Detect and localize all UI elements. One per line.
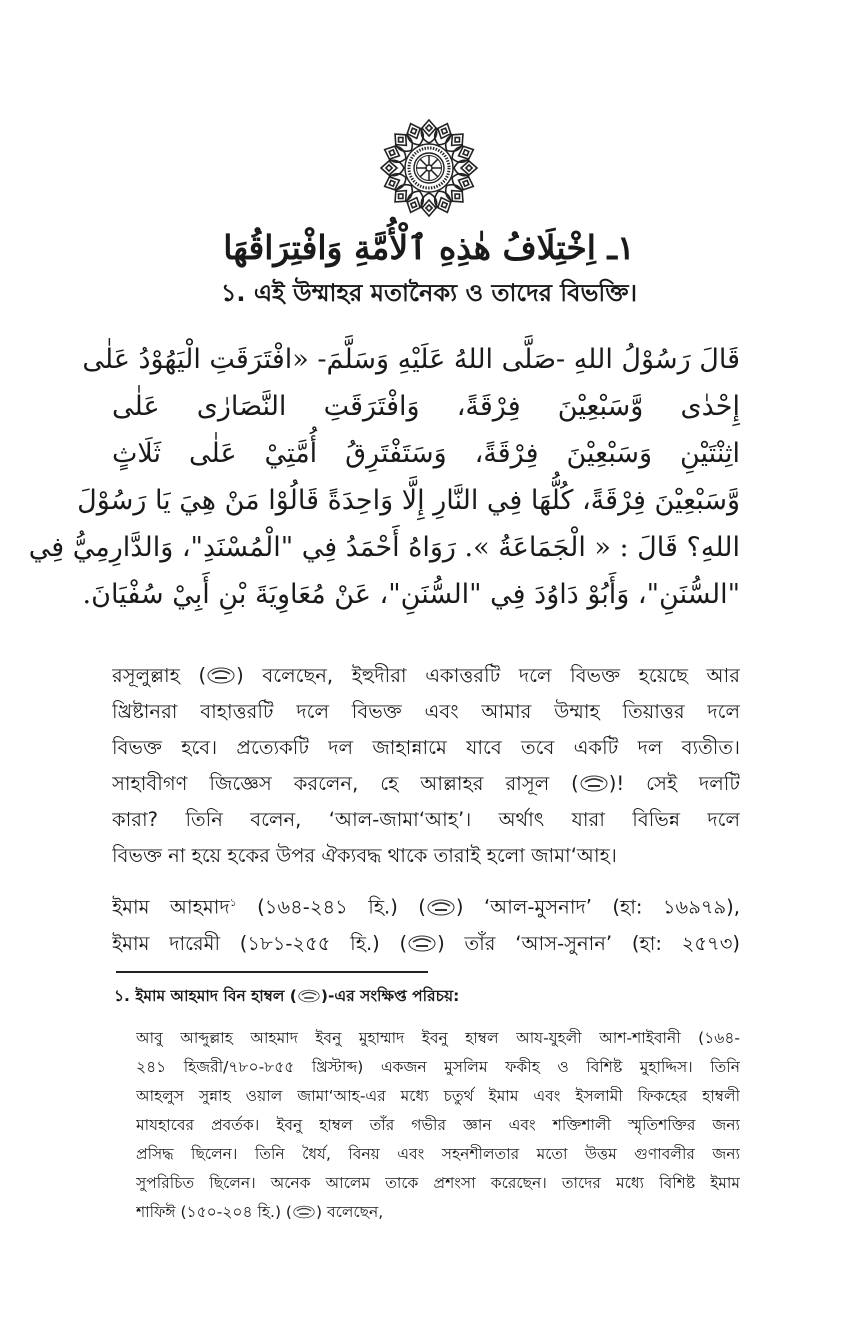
ref-text: ইমাম আহমাদ: [112, 895, 230, 919]
footnote-number: ১.: [114, 987, 130, 1005]
footnote-body: [136, 1024, 740, 1227]
text-line: [112, 730, 740, 766]
rahimahullah-seal-icon: [427, 899, 455, 916]
text-line: [112, 766, 740, 802]
ref-text: (১৬৪-২৪১ হি.) (: [236, 895, 426, 919]
text-fragment: আহলুস সুন্নাহ ওয়াল জামা‘আহ-এর মধ্যে চতুর্থ ইমাম এবং ইসলামী ফিকহের হাম্বলী: [136, 1087, 740, 1105]
hadith-line: إِحْدٰى وَّسَبْعِيْنَ فِرْقَةً، وَافْتَرَقَتِ النَّصَارٰى عَلٰى: [112, 391, 740, 422]
reference-line-ahmad: [112, 885, 740, 926]
rahimahullah-seal-icon: [298, 989, 320, 1003]
chapter-title-arabic: ١ـ اِخْتِلَافُ هٰذِهِ ٱلْأُمَّةِ وَافْتِرَاقُهَا: [223, 228, 635, 267]
text-fragment: সাহাবীগণ জিজ্ঞেস করলেন, হে আল্লাহর রাসূল (: [112, 772, 579, 795]
hadith-line: "السُّنَنِ"، وَأَبُوْ دَاوُدَ فِي "السُّنَنِ"، عَنْ مُعَاوِيَةَ بْنِ أَبِيْ سُفْيَانَ.: [82, 579, 740, 610]
hadith-translation: [112, 658, 740, 874]
rahimahullah-seal-icon: [408, 935, 436, 952]
text-line: [112, 658, 740, 694]
text-line: [136, 1111, 740, 1140]
hadith-line: اثِنْتَيْنِ وَسَبْعِيْنَ فِرْقَةً، وَسَتَفْتَرِقُ أُمَّتِيْ عَلٰى ثَلَاثٍ: [112, 438, 740, 469]
sallallahu-alaihi-wasallam-seal-icon: [580, 775, 608, 792]
footnote-title-text: ইমাম আহমাদ বিন হাম্বল (: [129, 987, 297, 1005]
text-line: [112, 838, 740, 874]
ornament-petal: [421, 120, 436, 143]
hadith-line: وَّسَبْعِيْنَ فِرْقَةً، كُلُّهَا فِي النَّارِ إِلَّا وَاحِدَةً قَالُوْا مَنْ هِيَ يَا رَسُوْلَ: [77, 485, 740, 516]
ref-text: ) ‘আল-মুসনাদ’ (হা: ১৬৯৭৯),: [455, 895, 740, 919]
text-fragment: সুপরিচিত ছিলেন। অনেক আলেম তাকে প্রশংসা করেছেন। তাদের মধ্যে বিশিষ্ট ইমাম: [136, 1174, 740, 1192]
text-line: [136, 1024, 740, 1053]
hadith-line: اللهِ؟ قَالَ : « الْجَمَاعَةُ ». رَوَاهُ أَحْمَدُ فِي "الْمُسْنَدِ"، وَالدَّارِمِيُّ فِي: [28, 532, 740, 563]
text-line: [136, 1082, 740, 1111]
footnote-marker: ১: [229, 896, 237, 909]
mandala-ornament-icon: [379, 118, 479, 218]
ref-text: ইমাম দারেমী (১৮১-২৫৫ হি.) (: [112, 931, 408, 955]
ornament-spoke: [431, 170, 438, 177]
footnote-title-text: )-এর সংক্ষিপ্ত পরিচয়:: [320, 987, 460, 1005]
text-line: [136, 1053, 740, 1082]
ornament-petal: [454, 160, 477, 175]
ref-text: ) তাঁর ‘আস-সুনান’ (হা: ২৫৭৩): [437, 931, 740, 955]
ornament-petal: [421, 193, 436, 216]
footnote-title: [114, 983, 459, 1009]
text-fragment: প্রসিদ্ধ ছিলেন। তিনি ধৈর্য, বিনয় এবং সহনশীলতার মতো উত্তম গুণাবলীর জন্য: [136, 1145, 740, 1163]
text-fragment: খ্রিষ্টানরা বাহাত্তরটি দলে বিভক্ত এবং আমার উম্মাহ তিয়াত্তর দলে: [112, 700, 740, 723]
text-line: [112, 694, 740, 730]
chapter-title-bengali: ১. এই উম্মাহর মতানৈক্য ও তাদের বিভক্তি।: [220, 279, 638, 307]
text-line: [136, 1169, 740, 1198]
reference-line-darimi: [112, 926, 740, 962]
ornament-petal: [381, 160, 404, 175]
text-fragment: কারা? তিনি বলেন, ‘আল-জামা‘আহ’। অর্থাৎ যারা বিভিন্ন দলে: [112, 808, 740, 831]
ornament-spoke: [431, 159, 438, 166]
footnote-divider: [116, 971, 428, 973]
text-fragment: আবু আব্দুল্লাহ আহমাদ ইবনু মুহাম্মাদ ইবনু হাম্বল আয-যুহলী আশ-শাইবানী (১৬৪-: [136, 1029, 740, 1047]
text-line: [136, 1198, 740, 1227]
text-fragment: )! সেই দলটি: [608, 772, 740, 795]
text-fragment: ) বলেছেন, ইহুদীরা একাত্তরটি দলে বিভক্ত হয়েছে আর: [236, 664, 740, 687]
text-fragment: বিভক্ত হবে। প্রত্যেকটি দল জাহান্নামে যাবে তবে একটি দল ব্যতীত।: [112, 736, 740, 759]
text-fragment: ২৪১ হিজরী/৭৮০-৮৫৫ খ্রিস্টাব্দ) একজন মুসলিম ফকীহ ও বিশিষ্ট মুহাদ্দিস। তিনি: [136, 1058, 740, 1076]
hadith-arabic-text: [28, 336, 740, 618]
text-fragment: শাফিঈ (১৫০-২০৪ হি.) (: [136, 1203, 292, 1221]
text-line: [112, 802, 740, 838]
ornament-spoke: [420, 159, 427, 166]
text-fragment: মাযহাবের প্রবর্তক। ইবনু হাম্বল তাঁর গভীর জ্ঞান এবং শক্তিশালী স্মৃতিশক্তির জন্য: [136, 1116, 740, 1134]
text-line: [136, 1140, 740, 1169]
text-fragment: রসূলুল্লাহ (: [112, 664, 207, 687]
ornament-spoke: [420, 170, 427, 177]
hadith-line: قَالَ رَسُوْلُ اللهِ -صَلَّى اللهُ عَلَيْهِ وَسَلَّمَ- «افْتَرَقَتِ الْيَهُوْدُ عَلٰى: [82, 344, 740, 375]
text-fragment: বিভক্ত না হয়ে হকের উপর ঐক্যবদ্ধ থাকে তারাই হলো জামা‘আহ।: [112, 844, 617, 867]
text-fragment: ) বলেছেন,: [315, 1203, 384, 1221]
sallallahu-alaihi-wasallam-seal-icon: [293, 1205, 315, 1219]
hadith-references: [112, 885, 740, 962]
sallallahu-alaihi-wasallam-seal-icon: [207, 667, 235, 684]
